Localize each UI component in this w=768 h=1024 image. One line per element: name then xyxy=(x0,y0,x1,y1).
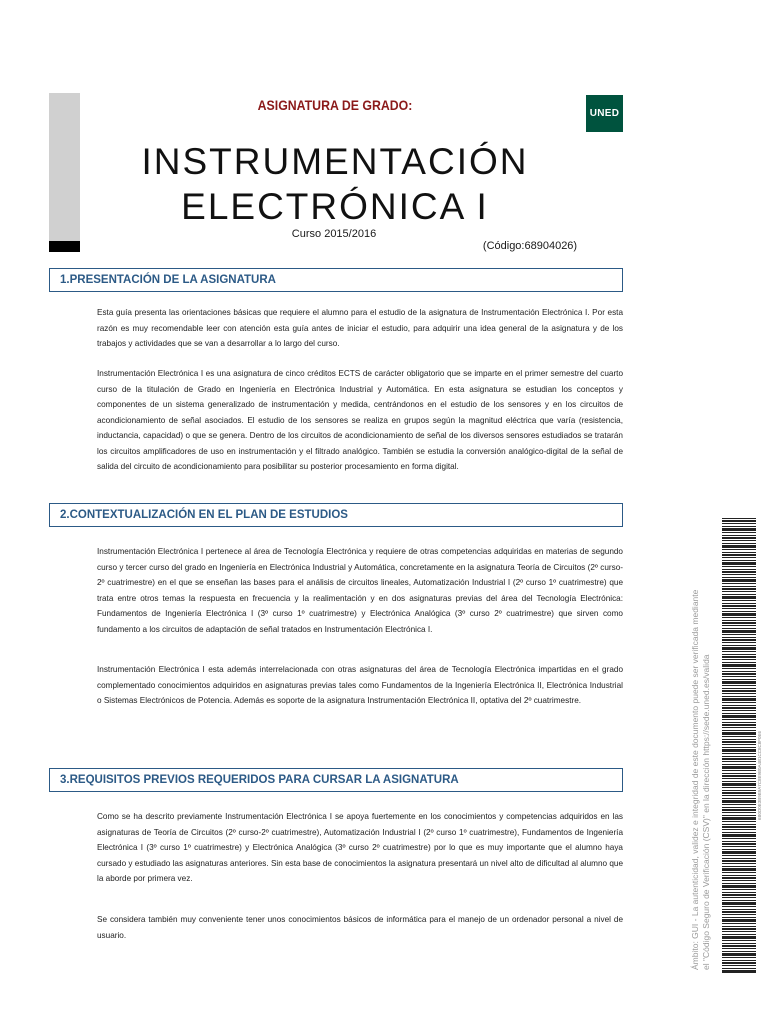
subject-code: (Código:68904026) xyxy=(482,240,578,252)
decorative-gray-bar xyxy=(49,93,80,241)
verification-note xyxy=(690,540,724,970)
section-heading-requisitos: 3.REQUISITOS PREVIOS REQUERIDOS PARA CURSAR LA ASIGNATURA xyxy=(49,768,623,792)
verification-line1: Ámbito: GUI - La autenticidad, validez e integridad de este documento puede ser verificada mediante xyxy=(690,589,700,970)
paragraph: Se considera también muy conveniente tener unos conocimientos básicos de informática para el manejo de un ordenador personal a nivel de usuario. xyxy=(97,915,623,940)
section-heading-contextualizacion: 2.CONTEXTUALIZACIÓN EN EL PLAN DE ESTUDIOS xyxy=(49,503,623,527)
barcode xyxy=(722,518,756,974)
paragraph: Instrumentación Electrónica I es una asignatura de cinco créditos ECTS de carácter obligatorio que se imparte en el primer semestre del cuarto curso de la titulación de Grado en Ingeniería en Electrónica Industrial y Automática. En esta asignatura se estudian los conceptos y componentes de un sistema generalizado de instrumentación y medida, centrándonos en el estudio de los sensores y en los circuitos de acondicionamiento de señal asociados. El estudio de los sensores se realiza en grupos según la magnitud eléctrica que varía (resistencia, inductancia, capacidad) o que se genera. Dentro de los circuitos de acondicionamiento de señal de los diversos sensores estudiados se tratarán los circuitos amplificadores de uso en instrumentación y el filtrado analógico. También se estudia la conversión analógico-digital de la señal de salida del circuito de acondicionamiento para posibilitar su posterior procesamiento en forma digital. xyxy=(97,369,623,471)
paragraph: Instrumentación Electrónica I pertenece al área de Tecnología Electrónica y requiere de otras competencias adquiridas en materias de segundo curso y tercer curso del grado en Ingeniería en Electrónica Industrial y Automática, concretamente en la asignatura Teoría de Circuitos (2º curso-2º cuatrimestre) en el que se enseñan las bases para el análisis de circuitos lineales, Automatización Industrial I (2º curso 1º cuatrimestre) que trata entre otros temas la respuesta en frecuencia y la realimentación y en dos asignaturas previas del área del Tecnología Electrónica: Fundamentos de Ingeniería Electrónica I (3º curso 1º cuatrimestre) y Electrónica Analógica (3º curso 2º cuatrimestre) que sirven como fundamento a los circuitos de adaptación de señal tratados en Instrumentación Electrónica I. xyxy=(97,547,623,634)
page-title-line1: INSTRUMENTACIÓN xyxy=(141,141,529,182)
decorative-black-bar xyxy=(49,241,80,252)
csv-code xyxy=(757,560,767,820)
paragraph: Como se ha descrito previamente Instrumentación Electrónica I se apoya fuertemente en los conocimientos y competencias adquiridos en las asignaturas de Teoría de Circuitos (2º curso-2º cuatrimestre), Automatización Industrial I (2º curso 1º cuatrimestre), Fundamentos de Ingeniería Electrónica I (3º curso 1º cuatrimestre) y Electrónica Analógica (3º curso 2º cuatrimestre) por lo que es muy importante que el alumno haya cursado y estudiado las asignaturas anteriores. Sin esta base de conocimientos la asignatura presentará un nivel alto de dificultad al alumno que la aborde por primera vez. xyxy=(97,812,623,883)
uned-logo: UNED xyxy=(586,95,623,132)
csv-code-text: 6B0D0E3B9B9A7C8E9B0A4B1CC8C8F0E6 xyxy=(757,730,762,820)
paragraph: Instrumentación Electrónica I esta además interrelacionada con otras asignaturas del área de Tecnología Electrónica impartidas en el grado complementado conocimientos adquiridos en asignaturas previas tales como Fundamentos de la Ingeniería Electrónica II, Electrónica Industrial o Sistemas Electrónicos de Potencia. Además es soporte de la asignatura Instrumentación Electrónica II, optativa del 2º cuatrimestre. xyxy=(97,665,623,705)
page-title-line2: ELECTRÓNICA I xyxy=(181,186,489,227)
subject-kicker: ASIGNATURA DE GRADO: xyxy=(257,97,413,113)
paragraph: Esta guía presenta las orientaciones básicas que requiere el alumno para el estudio de la asignatura de Instrumentación Electrónica I. Por esta razón es muy recomendable leer con atención esta guía antes de iniciar el estudio, para adquirir una idea general de la asignatura y de los trabajos y actividades que se van a desarrollar a lo largo del curso. xyxy=(97,308,623,348)
course-year: Curso 2015/2016 xyxy=(291,228,377,240)
section-heading-presentacion: 1.PRESENTACIÓN DE LA ASIGNATURA xyxy=(49,268,623,292)
verification-line2: el "Código Seguro de Verificación (CSV)" en la dirección https://sede.uned.es/valida xyxy=(701,654,711,970)
